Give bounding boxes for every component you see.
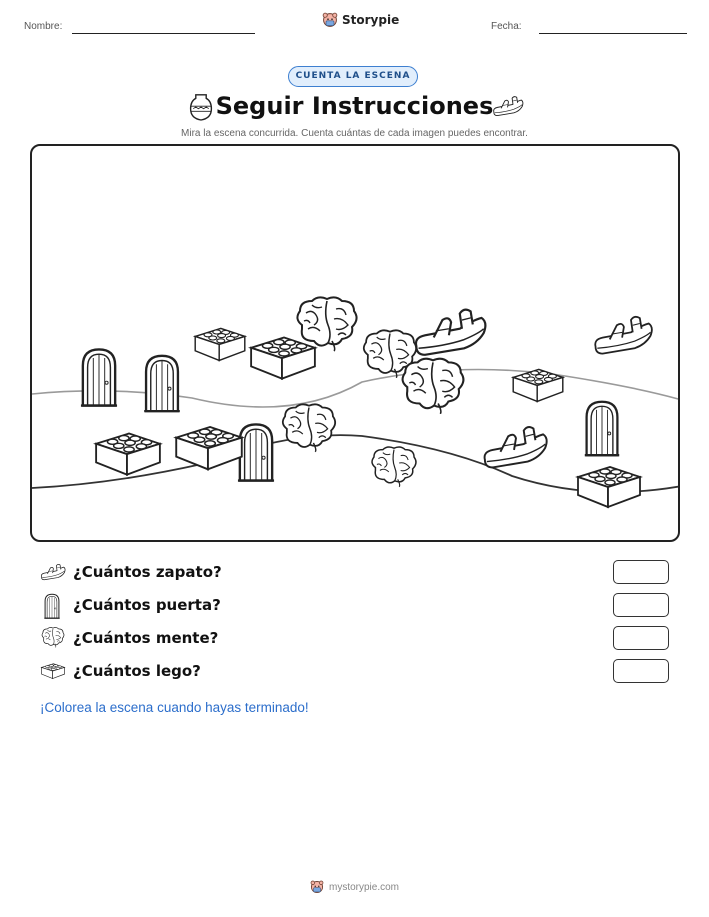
sandal-icon <box>492 94 524 118</box>
answer-box[interactable] <box>613 560 669 584</box>
date-label: Fecha: <box>491 21 522 32</box>
door-3[interactable] <box>238 424 274 480</box>
footer-url: mystorypie.com <box>328 881 399 893</box>
mascot-icon <box>310 880 324 894</box>
question-row-brain <box>40 626 670 652</box>
scene-canvas <box>32 146 680 542</box>
question-text: ¿Cuántos zapato? <box>73 563 222 581</box>
lego-5[interactable] <box>513 369 563 401</box>
question-text: ¿Cuántos lego? <box>73 662 201 680</box>
question-row-shoe <box>40 560 670 586</box>
counting-scene[interactable] <box>30 144 680 542</box>
answer-box[interactable] <box>613 659 669 683</box>
ground-line-back <box>32 370 680 408</box>
brain-3[interactable] <box>403 359 464 414</box>
door-icon <box>42 593 62 619</box>
brain-1[interactable] <box>297 297 356 351</box>
instructions-text: Mira la escena concurrida. Cuenta cuántas de cada imagen puedes encontrar. <box>181 128 528 139</box>
sandal-1[interactable] <box>416 310 485 355</box>
lego-4[interactable] <box>176 427 242 469</box>
question-text: ¿Cuántos mente? <box>73 629 219 647</box>
brain-icon <box>40 626 66 648</box>
brain-4[interactable] <box>283 404 335 451</box>
lego-2[interactable] <box>251 338 315 379</box>
lego-6[interactable] <box>578 467 640 507</box>
name-label: Nombre: <box>24 21 63 32</box>
door-4[interactable] <box>585 402 619 455</box>
answer-box[interactable] <box>613 593 669 617</box>
name-line[interactable] <box>72 33 255 34</box>
door-1[interactable] <box>81 349 117 405</box>
lego-brick-icon <box>40 659 66 681</box>
section-badge: CUENTA LA ESCENA <box>288 66 418 87</box>
brand-name: Storypie <box>342 13 400 27</box>
date-line[interactable] <box>539 33 687 34</box>
answer-box[interactable] <box>613 626 669 650</box>
sandal-icon <box>40 560 66 584</box>
lego-1[interactable] <box>195 328 245 360</box>
door-2[interactable] <box>144 356 180 411</box>
brain-5[interactable] <box>372 447 416 487</box>
mascot-icon <box>322 12 338 28</box>
page-title: Seguir Instrucciones <box>215 92 494 120</box>
sandal-3[interactable] <box>485 427 547 467</box>
question-row-lego <box>40 659 670 685</box>
sandal-2[interactable] <box>595 317 652 354</box>
question-text: ¿Cuántos puerta? <box>73 596 221 614</box>
footer <box>0 880 709 894</box>
lego-3[interactable] <box>96 434 160 475</box>
coloring-note: ¡Colorea la escena cuando hayas terminado! <box>40 700 309 715</box>
question-row-door <box>40 593 670 619</box>
brand-logo <box>322 12 399 28</box>
